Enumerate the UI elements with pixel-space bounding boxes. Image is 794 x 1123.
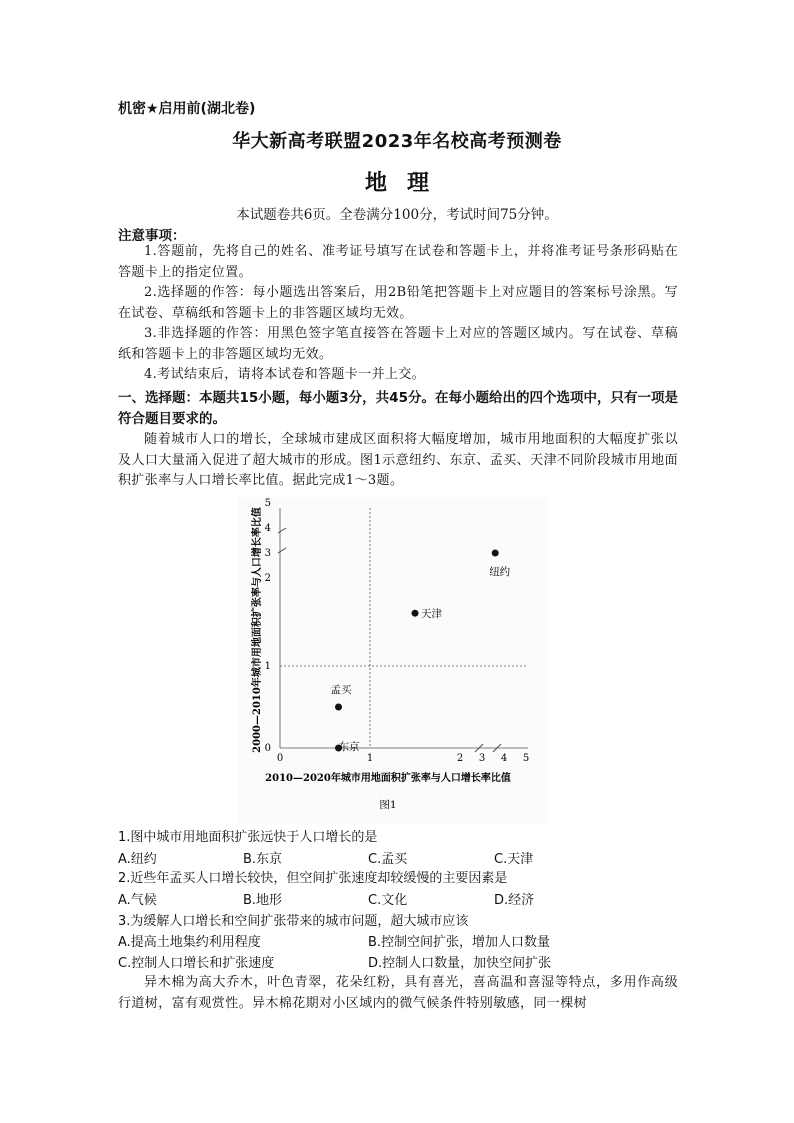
- x-tick-label: 4: [500, 753, 508, 764]
- note-item: 2.选择题的作答：每小题选出答案后，用2B铅笔把答题卡上对应题目的答案标号涂黑。写在试卷、草稿纸和答题卡上的非答题区域均无效。: [118, 285, 678, 321]
- figure-1-chart: [238, 498, 548, 824]
- point-label-newyork: 纽约: [489, 566, 511, 578]
- question-1-stem: 1.图中城市用地面积扩张远快于人口增长的是: [118, 830, 378, 845]
- q3-option-d: D.控制人口数量，加快空间扩张: [368, 956, 552, 971]
- point-newyork: [492, 550, 499, 557]
- trailing-passage: 异木棉为高大乔木，叶色青翠，花朵红粉，具有喜光，喜高温和喜湿等特点，多用作高级行道树，富有观赏性。异木棉花期对小区域内的微气候条件特别敏感，同一棵树: [118, 975, 678, 1011]
- q3-option-c: C.控制人口增长和扩张速度: [118, 956, 275, 971]
- q2-option-a: A.气候: [118, 893, 157, 908]
- figure-caption: 图1: [379, 799, 397, 811]
- subject-title: 地理: [364, 171, 449, 196]
- note-item: 3.非选择题的作答：用黑色签字笔直接答在答题卡上对应的答题区域内。写在试卷、草稿纸和答题卡上的非答题区域均无效。: [118, 326, 678, 362]
- q2-option-b: B.地形: [243, 893, 283, 908]
- exam-title: 华大新高考联盟2023年名校高考预测卷: [232, 131, 562, 152]
- x-tick-label: 3: [478, 753, 486, 764]
- question-3-stem: 3.为缓解人口增长和空间扩张带来的城市问题，超大城市应该: [118, 914, 469, 929]
- q2-option-d: D.经济: [494, 893, 535, 908]
- q1-option-d: C.天津: [494, 852, 534, 867]
- x-tick-label: 0: [276, 753, 284, 764]
- q1-option-a: A.纽约: [118, 852, 157, 867]
- section-intro-block: [118, 430, 678, 492]
- exam-info: 本试题卷共6页。全卷满分100分，考试时间75分钟。: [236, 207, 558, 223]
- point-label-tokyo: 东京: [338, 741, 360, 753]
- y-tick-label: 0: [264, 743, 271, 754]
- trailing-passage-block: [118, 973, 678, 1014]
- y-axis-label: 2000—2010年城市用地面积扩张率与人口增长率比值: [252, 507, 263, 753]
- x-tick-label: 1: [366, 753, 374, 764]
- notes-list: [118, 242, 678, 386]
- q3-option-b: B.控制空间扩张，增加人口数量: [368, 935, 551, 950]
- y-tick-label: 2: [264, 573, 271, 584]
- q1-option-c: C.孟买: [368, 852, 408, 867]
- section-heading: 一、选择题：本题共15小题，每小题3分，共45分。在每小题给出的四个选项中，只有一项是符合题目要求的。: [118, 390, 678, 427]
- q1-option-b: B.东京: [243, 852, 283, 867]
- y-tick-label: 5: [264, 498, 271, 509]
- section-intro: 随着城市人口的增长，全球城市建成区面积将大幅度增加，城市用地面积的大幅度扩张以及人口大量涌入促进了超大城市的形成。图1示意纽约、东京、孟买、天津不同阶段城市用地面积扩张率与人口增长率比值。据此完成1～3题。: [118, 432, 678, 488]
- point-label-mumbai: 孟买: [330, 684, 352, 696]
- point-tianjin: [412, 610, 419, 617]
- x-tick-label: 5: [522, 753, 530, 764]
- note-item: 1.答题前，先将自己的姓名、准考证号填写在试卷和答题卡上，并将准考证号条形码贴在答题卡上的指定位置。: [118, 244, 678, 280]
- y-tick-label: 3: [264, 548, 271, 559]
- note-item: 4.考试结束后，请将本试卷和答题卡一并上交。: [144, 367, 426, 382]
- notes-heading: 注意事项：: [118, 228, 186, 244]
- x-axis-label: 2010—2020年城市用地面积扩张率与人口增长率比值: [265, 773, 511, 784]
- x-tick-label: 2: [456, 753, 464, 764]
- q3-option-a: A.提高土地集约利用程度: [118, 935, 261, 950]
- q2-option-c: C.文化: [368, 893, 408, 908]
- y-tick-label: 1: [264, 661, 271, 672]
- question-2-stem: 2.近些年孟买人口增长较快，但空间扩张速度却较缓慢的主要因素是: [118, 871, 508, 886]
- point-label-tianjin: 天津: [421, 608, 442, 621]
- confidential-label: 机密★启用前(湖北卷): [118, 101, 256, 117]
- y-tick-label: 4: [264, 523, 271, 534]
- point-mumbai: [335, 704, 342, 711]
